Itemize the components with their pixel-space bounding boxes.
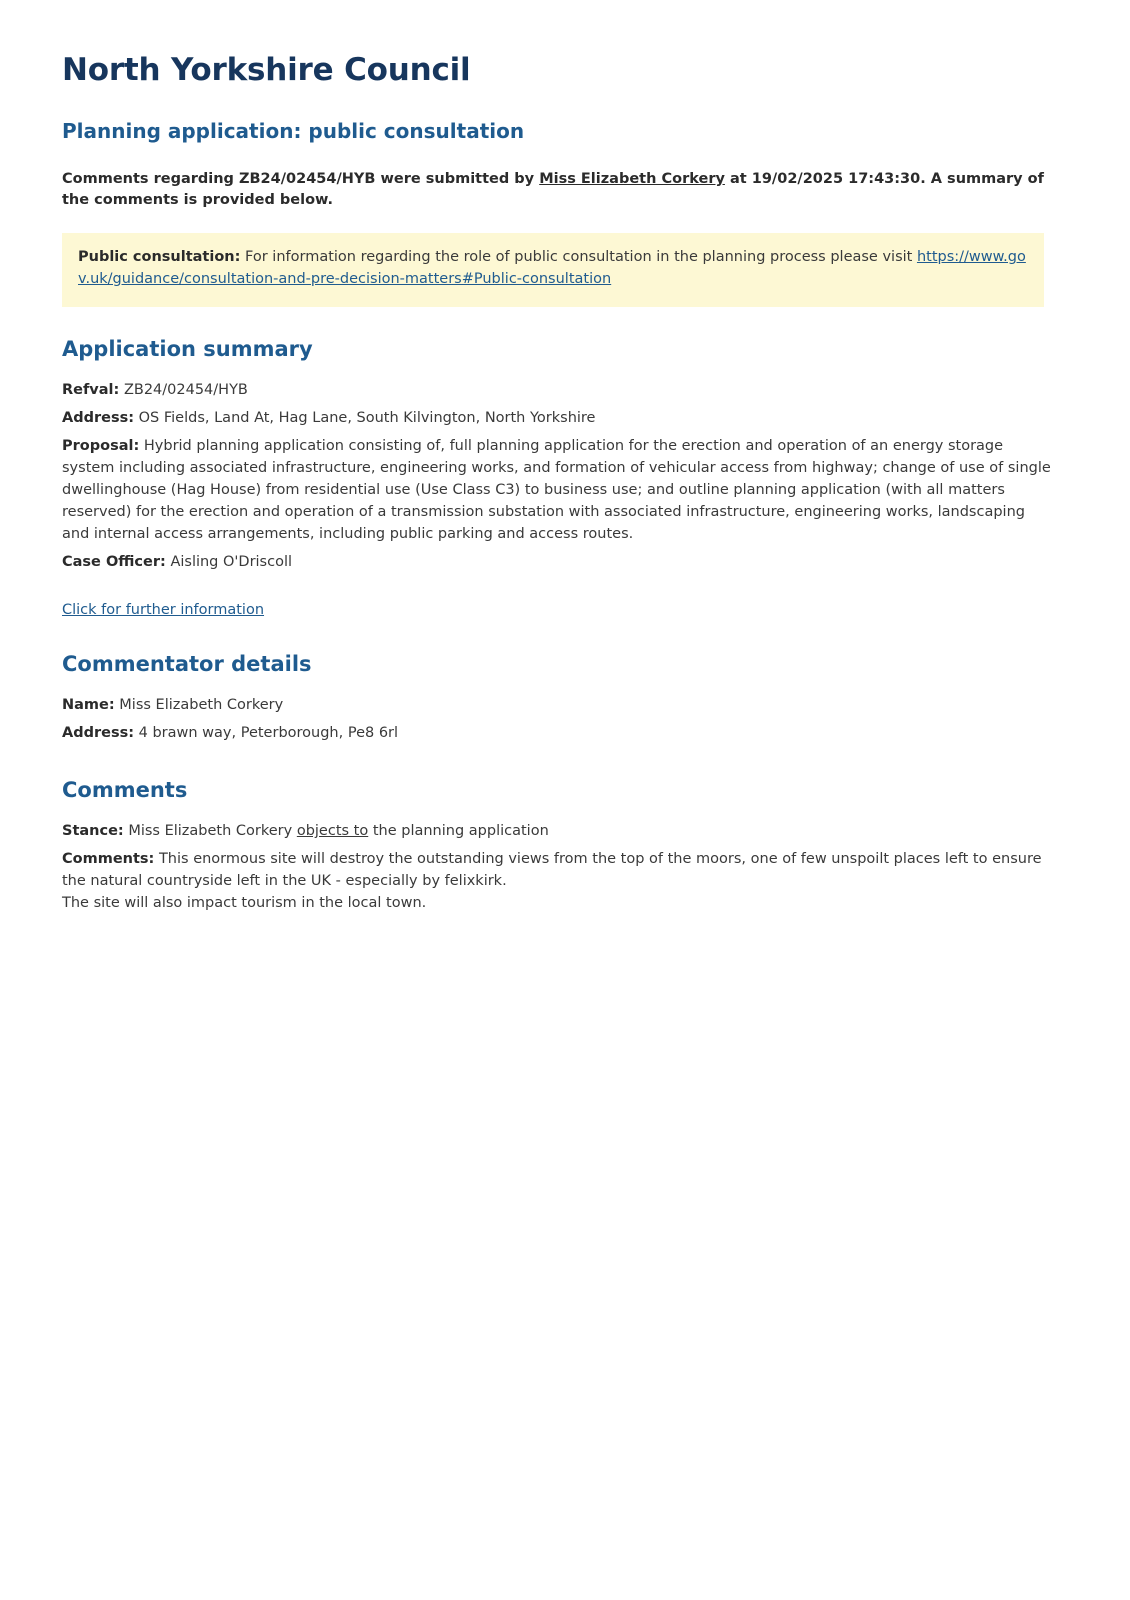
commentator-address-value: 4 brawn way, Peterborough, Pe8 6rl	[138, 725, 399, 741]
proposal-value: Hybrid planning application consisting of, full planning application for the erection and operation of an energy storage system including associated infrastructure, engineering works, and formation of vehicular access from highway; change of use of single dwellinghouse (Hag House) from residential use (Use Class C3) to business use; and outline planning application (with all matters reserved) for the erection and operation of a transmission substation with associated infrastructure, engineering works, landscaping and internal access arrangements, including public parking and access routes.	[62, 437, 1051, 542]
refval-row	[62, 379, 1052, 401]
comments-paragraph-2: The site will also impact tourism in the local town.	[62, 895, 427, 912]
submission-intro-part1: Comments regarding ZB24/02454/HYB were submitted by	[62, 171, 540, 188]
comments-fields	[62, 820, 1068, 914]
public-consultation-notice	[62, 233, 1044, 307]
proposal-row	[62, 435, 1052, 545]
refval-label: Refval:	[62, 381, 120, 398]
commentator-details-fields	[62, 694, 1068, 744]
proposal-label: Proposal:	[62, 437, 140, 454]
public-consultation-label: Public consultation:	[78, 249, 241, 266]
further-information-link[interactable]: Click for further information	[62, 601, 265, 618]
document-subtitle: Planning application: public consultation	[62, 119, 525, 144]
stance-tail: the planning application	[372, 823, 549, 840]
stance-row	[62, 820, 1052, 842]
commentator-name-row	[62, 694, 1052, 716]
address-label: Address:	[62, 409, 135, 426]
section-spacer	[62, 752, 1068, 778]
comments-label: Comments:	[62, 851, 155, 868]
stance-name: Miss Elizabeth Corkery	[128, 823, 293, 840]
application-summary-fields	[62, 379, 1068, 573]
page-title: North Yorkshire Council	[62, 52, 471, 88]
commentator-address-row	[62, 722, 1052, 744]
commentator-address-label: Address:	[62, 725, 135, 741]
comments-paragraph-1: This enormous site will destroy the outstanding views from the top of the moors, one of few unspoilt places left to ensure the natural countryside left in the UK - especially by felixkirk.	[62, 851, 1042, 890]
case-officer-value: Aisling O'Driscoll	[170, 553, 293, 570]
address-row	[62, 407, 1052, 429]
comments-heading: Comments	[62, 778, 188, 803]
stance-action: objects to	[296, 823, 369, 840]
commentator-name-label: Name:	[62, 696, 115, 713]
public-consultation-notice-text	[78, 247, 1028, 291]
submission-intro-part2: at 19/02/2025 17:43:30. A summary of the comments is provided below.	[62, 171, 1044, 209]
case-officer-label: Case Officer:	[62, 553, 166, 570]
submission-intro	[62, 169, 1062, 211]
application-summary-heading: Application summary	[62, 336, 313, 361]
public-consultation-body: For information regarding the role of public consultation in the planning process please visit	[240, 249, 917, 266]
address-value: OS Fields, Land At, Hag Lane, South Kilvington, North Yorkshire	[138, 409, 596, 426]
public-consultation-url-link[interactable]: https://www.gov.uk/guidance/consultation-and-pre-decision-matters#Public-consultation	[78, 249, 1026, 287]
comments-paragraph-1-row	[62, 848, 1047, 892]
commenter-name-link[interactable]: Miss Elizabeth Corkery	[539, 171, 725, 188]
refval-value: ZB24/02454/HYB	[123, 381, 248, 398]
stance-label: Stance:	[62, 823, 124, 840]
case-officer-row	[62, 551, 1052, 573]
commentator-details-heading: Commentator details	[62, 651, 312, 676]
commentator-name-value: Miss Elizabeth Corkery	[119, 696, 284, 713]
further-information-line	[62, 599, 1068, 618]
